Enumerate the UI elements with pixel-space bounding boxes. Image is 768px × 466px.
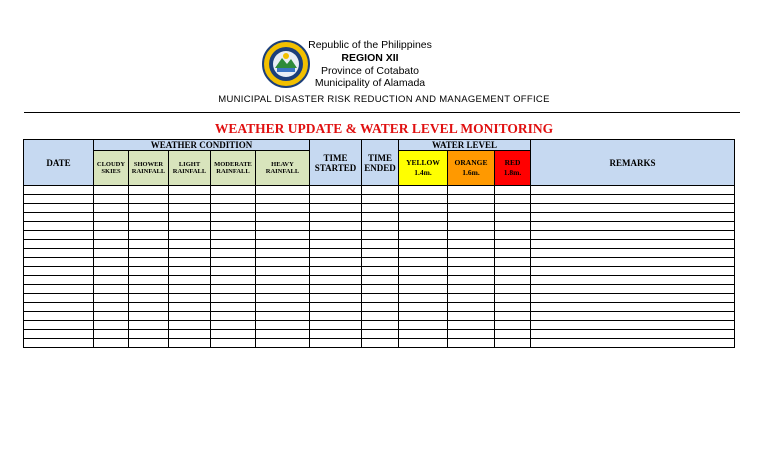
table-row (24, 276, 735, 285)
level-orange-value: 1.6m. (462, 168, 480, 177)
table-cell (24, 249, 94, 258)
table-cell (24, 285, 94, 294)
table-cell (399, 276, 448, 285)
col-date: DATE (24, 140, 94, 186)
table-cell (129, 204, 169, 213)
table-cell (24, 240, 94, 249)
table-cell (94, 222, 129, 231)
table-cell (448, 213, 495, 222)
table-cell (531, 276, 735, 285)
table-cell (169, 330, 211, 339)
col-moderate-rainfall: MODERATE RAINFALL (211, 151, 256, 186)
table-cell (94, 231, 129, 240)
table-cell (495, 258, 531, 267)
table-cell (256, 222, 310, 231)
table-cell (169, 213, 211, 222)
table-cell (448, 222, 495, 231)
table-cell (129, 240, 169, 249)
table-cell (448, 330, 495, 339)
table-cell (399, 321, 448, 330)
table-cell (495, 231, 531, 240)
table-cell (211, 303, 256, 312)
table-cell (399, 222, 448, 231)
table-cell (129, 195, 169, 204)
level-red (495, 151, 531, 186)
table-cell (399, 303, 448, 312)
table-row (24, 303, 735, 312)
table-cell (211, 222, 256, 231)
table-cell (531, 249, 735, 258)
table-cell (448, 231, 495, 240)
table-cell (211, 276, 256, 285)
table-cell (94, 186, 129, 195)
table-cell (495, 294, 531, 303)
table-cell (94, 321, 129, 330)
table-row (24, 240, 735, 249)
table-cell (362, 258, 399, 267)
table-cell (495, 303, 531, 312)
table-cell (169, 339, 211, 348)
col-shower-rainfall: SHOWER RAINFALL (129, 151, 169, 186)
table-cell (310, 267, 362, 276)
table-cell (531, 321, 735, 330)
table-body (24, 186, 735, 348)
table-cell (495, 267, 531, 276)
table-cell (399, 240, 448, 249)
table-cell (531, 285, 735, 294)
table-cell (129, 249, 169, 258)
header-municipality: Municipality of Alamada (314, 77, 426, 89)
table-cell (495, 339, 531, 348)
table-cell (94, 267, 129, 276)
table-cell (129, 258, 169, 267)
table-cell (211, 267, 256, 276)
col-light-rainfall: LIGHT RAINFALL (169, 151, 211, 186)
table-cell (531, 231, 735, 240)
table-cell (24, 258, 94, 267)
level-yellow-value: 1.4m. (414, 168, 432, 177)
table-cell (256, 276, 310, 285)
table-cell (448, 321, 495, 330)
table-cell (94, 294, 129, 303)
table-cell (362, 294, 399, 303)
table-cell (362, 249, 399, 258)
table-cell (399, 249, 448, 258)
table-cell (169, 258, 211, 267)
table-cell (310, 321, 362, 330)
table-cell (211, 195, 256, 204)
level-orange (448, 151, 495, 186)
table-cell (169, 285, 211, 294)
table-cell (24, 204, 94, 213)
table-cell (362, 231, 399, 240)
table-cell (448, 312, 495, 321)
table-row (24, 204, 735, 213)
table-cell (94, 312, 129, 321)
table-cell (310, 204, 362, 213)
table-cell (94, 285, 129, 294)
table-cell (24, 213, 94, 222)
table-cell (94, 204, 129, 213)
table-cell (169, 312, 211, 321)
table-cell (362, 222, 399, 231)
table-cell (531, 222, 735, 231)
header-region: REGION XII (341, 52, 399, 64)
table-cell (169, 222, 211, 231)
table-cell (211, 213, 256, 222)
table-cell (129, 213, 169, 222)
table-cell (310, 258, 362, 267)
table-cell (24, 267, 94, 276)
table-cell (495, 321, 531, 330)
table-row (24, 294, 735, 303)
table-cell (362, 267, 399, 276)
table-cell (169, 294, 211, 303)
table-cell (399, 339, 448, 348)
table-cell (211, 258, 256, 267)
table-cell (495, 276, 531, 285)
table-row (24, 321, 735, 330)
table-cell (169, 276, 211, 285)
table-cell (362, 330, 399, 339)
table-cell (129, 186, 169, 195)
header-province: Province of Cotabato (320, 65, 420, 77)
table-cell (495, 204, 531, 213)
table-cell (129, 303, 169, 312)
table-cell (399, 204, 448, 213)
table-cell (211, 294, 256, 303)
table-cell (362, 204, 399, 213)
table-cell (495, 213, 531, 222)
table-cell (24, 339, 94, 348)
table-cell (531, 240, 735, 249)
col-time-started: TIME STARTED (310, 140, 362, 186)
table-cell (129, 312, 169, 321)
table-cell (448, 195, 495, 204)
level-yellow-label: YELLOW (406, 158, 440, 167)
table-cell (129, 339, 169, 348)
table-cell (310, 213, 362, 222)
table-row (24, 195, 735, 204)
table-cell (24, 294, 94, 303)
table-cell (362, 276, 399, 285)
table-cell (24, 222, 94, 231)
level-orange-label: ORANGE (454, 158, 488, 167)
table-cell (448, 294, 495, 303)
table-cell (531, 339, 735, 348)
table-cell (531, 258, 735, 267)
table-row (24, 231, 735, 240)
table-cell (448, 285, 495, 294)
table-cell (310, 303, 362, 312)
table-cell (24, 231, 94, 240)
table-cell (448, 249, 495, 258)
table-cell (448, 276, 495, 285)
table-cell (256, 240, 310, 249)
table-cell (169, 195, 211, 204)
table-cell (211, 321, 256, 330)
table-cell (211, 231, 256, 240)
table-cell (362, 240, 399, 249)
table-cell (531, 312, 735, 321)
table-cell (256, 231, 310, 240)
table-cell (448, 267, 495, 276)
table-cell (129, 231, 169, 240)
table-row (24, 249, 735, 258)
table-cell (24, 330, 94, 339)
table-cell (448, 339, 495, 348)
table-cell (94, 195, 129, 204)
table-cell (531, 267, 735, 276)
table-cell (310, 222, 362, 231)
table-cell (256, 249, 310, 258)
table-cell (362, 285, 399, 294)
table-cell (448, 240, 495, 249)
table-cell (399, 231, 448, 240)
table-cell (448, 303, 495, 312)
table-cell (256, 267, 310, 276)
table-row (24, 213, 735, 222)
table-cell (24, 195, 94, 204)
col-remarks: REMARKS (531, 140, 735, 186)
table-cell (211, 330, 256, 339)
table-cell (169, 321, 211, 330)
table-row (24, 186, 735, 195)
level-yellow (399, 151, 448, 186)
table-cell (129, 285, 169, 294)
table-cell (129, 330, 169, 339)
table-cell (495, 240, 531, 249)
table-cell (256, 294, 310, 303)
table-row (24, 330, 735, 339)
table-row (24, 312, 735, 321)
table-cell (362, 186, 399, 195)
table-cell (531, 303, 735, 312)
col-cloudy-skies: CLOUDY SKIES (94, 151, 129, 186)
header-republic: Republic of the Philippines (308, 39, 432, 51)
table-cell (310, 285, 362, 294)
table-cell (310, 312, 362, 321)
table-cell (310, 231, 362, 240)
table-cell (310, 240, 362, 249)
table-cell (94, 258, 129, 267)
level-red-label: RED (504, 158, 521, 167)
table-cell (169, 231, 211, 240)
table-cell (129, 321, 169, 330)
table-cell (399, 213, 448, 222)
table-cell (24, 312, 94, 321)
table-cell (310, 276, 362, 285)
table-cell (94, 330, 129, 339)
table-cell (94, 240, 129, 249)
table-cell (362, 195, 399, 204)
table-cell (256, 285, 310, 294)
col-heavy-rainfall: HEAVY RAINFALL (256, 151, 310, 186)
table-cell (495, 249, 531, 258)
table-cell (362, 312, 399, 321)
office-name: MUNICIPAL DISASTER RISK REDUCTION AND MANAGEMENT OFFICE (218, 94, 550, 105)
table-cell (24, 303, 94, 312)
table-cell (362, 321, 399, 330)
table-cell (399, 285, 448, 294)
form-title: WEATHER UPDATE & WATER LEVEL MONITORING (214, 121, 554, 136)
table-cell (495, 186, 531, 195)
table-cell (448, 186, 495, 195)
table-cell (169, 303, 211, 312)
table-cell (495, 312, 531, 321)
table-cell (169, 267, 211, 276)
table-cell (310, 330, 362, 339)
table-cell (211, 186, 256, 195)
table-cell (399, 258, 448, 267)
table-cell (531, 186, 735, 195)
table-cell (495, 222, 531, 231)
table-cell (362, 213, 399, 222)
table-cell (256, 258, 310, 267)
level-red-value: 1.8m. (503, 168, 522, 177)
table-cell (310, 294, 362, 303)
table-cell (531, 204, 735, 213)
table-cell (256, 312, 310, 321)
table-cell (256, 213, 310, 222)
table-cell (399, 330, 448, 339)
table-cell (24, 321, 94, 330)
monitoring-table (23, 139, 735, 348)
table-cell (211, 204, 256, 213)
table-cell (495, 285, 531, 294)
table-cell (362, 303, 399, 312)
table-cell (211, 285, 256, 294)
table-cell (94, 249, 129, 258)
table-cell (399, 186, 448, 195)
table-cell (531, 195, 735, 204)
table-cell (211, 240, 256, 249)
table-cell (211, 249, 256, 258)
table-cell (169, 204, 211, 213)
table-row (24, 267, 735, 276)
table-cell (256, 186, 310, 195)
table-cell (129, 222, 169, 231)
col-water-level: WATER LEVEL (399, 140, 531, 151)
table-cell (531, 213, 735, 222)
table-cell (94, 339, 129, 348)
table-cell (310, 186, 362, 195)
table-cell (399, 294, 448, 303)
table-cell (399, 267, 448, 276)
table-cell (448, 204, 495, 213)
table-row (24, 222, 735, 231)
table-cell (211, 312, 256, 321)
table-cell (24, 276, 94, 285)
table-cell (310, 249, 362, 258)
table-cell (399, 195, 448, 204)
table-cell (531, 330, 735, 339)
header-divider (24, 112, 740, 113)
table-row (24, 258, 735, 267)
table-cell (94, 303, 129, 312)
table-cell (169, 240, 211, 249)
table-cell (495, 330, 531, 339)
table-cell (256, 330, 310, 339)
col-time-ended: TIME ENDED (362, 140, 399, 186)
table-row (24, 285, 735, 294)
table-cell (94, 213, 129, 222)
table-cell (256, 321, 310, 330)
table-cell (399, 312, 448, 321)
table-cell (129, 294, 169, 303)
table-cell (129, 267, 169, 276)
table-row (24, 339, 735, 348)
table-cell (256, 195, 310, 204)
table-cell (256, 339, 310, 348)
col-weather-condition: WEATHER CONDITION (94, 140, 310, 151)
table-cell (24, 186, 94, 195)
table-cell (169, 249, 211, 258)
table-cell (211, 339, 256, 348)
table-cell (310, 339, 362, 348)
table-cell (129, 276, 169, 285)
table-cell (256, 204, 310, 213)
table-cell (362, 339, 399, 348)
table-cell (531, 294, 735, 303)
table-cell (495, 195, 531, 204)
table-cell (94, 276, 129, 285)
table-cell (448, 258, 495, 267)
table-cell (256, 303, 310, 312)
table-cell (169, 186, 211, 195)
table-cell (310, 195, 362, 204)
